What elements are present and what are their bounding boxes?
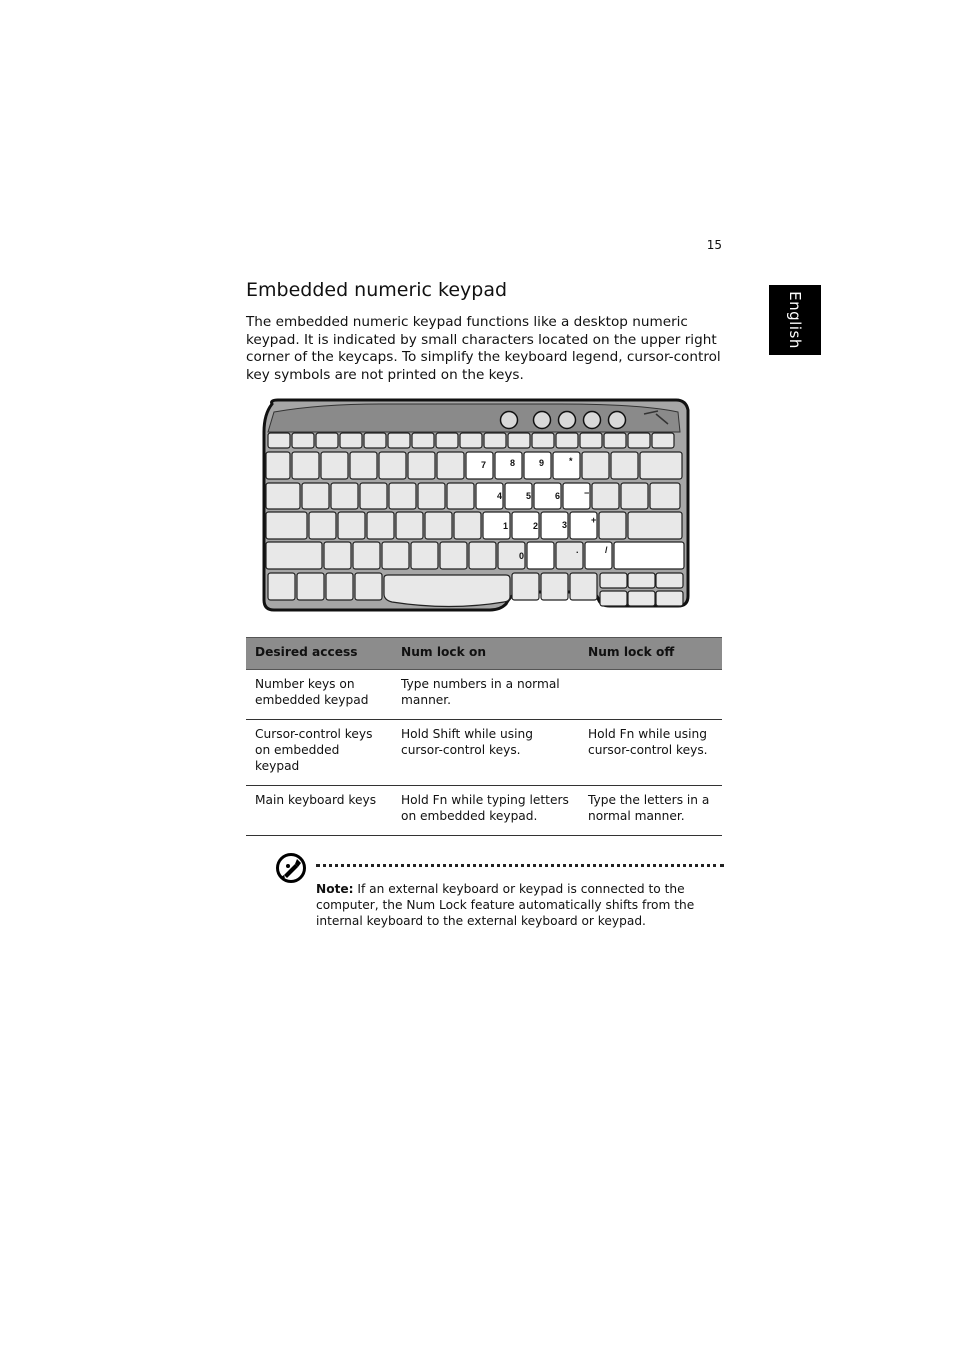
keyboard-key bbox=[309, 512, 336, 539]
keypad-key bbox=[553, 452, 580, 479]
keyboard-key bbox=[268, 573, 295, 600]
keyboard-key bbox=[331, 483, 358, 509]
keyboard-key bbox=[302, 483, 329, 509]
table-header-cell: Num lock off bbox=[579, 638, 722, 670]
keypad-legend: − bbox=[584, 488, 590, 498]
keyboard-key bbox=[437, 452, 464, 479]
keypad-key bbox=[524, 452, 551, 479]
keyboard-key bbox=[592, 483, 619, 509]
keyboard-key bbox=[656, 573, 683, 588]
language-tab bbox=[769, 285, 821, 355]
keyboard-key bbox=[604, 433, 626, 448]
table-header-row bbox=[246, 638, 722, 670]
keyboard-key bbox=[508, 433, 530, 448]
keyboard-key bbox=[266, 542, 322, 569]
keyboard-key bbox=[582, 452, 609, 479]
keypad-key bbox=[585, 542, 612, 569]
table-row bbox=[246, 786, 722, 836]
table-header-cell: Num lock on bbox=[392, 638, 579, 670]
keyboard-key bbox=[541, 573, 568, 600]
keyboard-key bbox=[364, 433, 386, 448]
keyboard-key bbox=[382, 542, 409, 569]
keypad-legend: 7 bbox=[481, 460, 487, 470]
spacebar-key bbox=[384, 575, 510, 607]
keyboard-illustration bbox=[260, 396, 692, 614]
keyboard-key bbox=[324, 542, 351, 569]
keyboard-key bbox=[389, 483, 416, 509]
keypad-legend: 1 bbox=[503, 521, 509, 531]
keyboard-key bbox=[556, 433, 578, 448]
keyboard-key bbox=[512, 573, 539, 600]
keypad-key bbox=[466, 452, 493, 479]
keypad-legend: 2 bbox=[533, 521, 539, 531]
keyboard-key bbox=[611, 452, 638, 479]
keyboard-key bbox=[570, 573, 597, 600]
keyboard-key bbox=[650, 483, 680, 509]
table-cell: Cursor-control keys on embedded keypad bbox=[246, 720, 392, 786]
keypad-legend: * bbox=[569, 456, 573, 466]
keyboard-svg bbox=[260, 396, 692, 614]
keyboard-key bbox=[556, 542, 583, 569]
table-cell: Type numbers in a normal manner. bbox=[392, 670, 579, 720]
keyboard-key bbox=[388, 433, 410, 448]
keyboard-key bbox=[266, 452, 290, 479]
table-cell bbox=[579, 670, 722, 720]
keyboard-key bbox=[656, 591, 683, 606]
keyboard-key bbox=[628, 591, 655, 606]
section-title: Embedded numeric keypad bbox=[246, 279, 508, 301]
keyboard-key bbox=[408, 452, 435, 479]
table-cell: Hold Fn while using cursor-control keys. bbox=[579, 720, 722, 786]
table-header-cell: Desired access bbox=[246, 638, 392, 670]
keypad-legend: 5 bbox=[526, 491, 532, 501]
note-separator bbox=[316, 864, 724, 867]
keyboard-key bbox=[292, 452, 319, 479]
table-cell: Main keyboard keys bbox=[246, 786, 392, 836]
access-table bbox=[246, 637, 722, 836]
keyboard-key bbox=[268, 433, 290, 448]
table-cell: Type the letters in a normal manner. bbox=[579, 786, 722, 836]
keyboard-key bbox=[532, 433, 554, 448]
keypad-legend: 3 bbox=[562, 520, 568, 530]
keyboard-key bbox=[326, 573, 353, 600]
keyboard-key bbox=[266, 512, 307, 539]
keyboard-key bbox=[440, 542, 467, 569]
keyboard-key bbox=[447, 483, 474, 509]
keyboard-key bbox=[454, 512, 481, 539]
keyboard-key bbox=[350, 452, 377, 479]
keyboard-key bbox=[652, 433, 674, 448]
table-cell: Hold Fn while typing letters on embedded keypad. bbox=[392, 786, 579, 836]
keyboard-key bbox=[355, 573, 382, 600]
table-row bbox=[246, 670, 722, 720]
keypad-key bbox=[527, 542, 554, 569]
keyboard-key bbox=[412, 433, 434, 448]
keyboard-key bbox=[266, 483, 300, 509]
keyboard-key bbox=[469, 542, 496, 569]
table-cell: Number keys on embedded keypad bbox=[246, 670, 392, 720]
keyboard-key bbox=[640, 452, 682, 479]
table-row bbox=[246, 720, 722, 786]
keyboard-key bbox=[340, 433, 362, 448]
keyboard-key bbox=[600, 573, 627, 588]
keyboard-key bbox=[628, 512, 682, 539]
keypad-legend: / bbox=[605, 545, 608, 555]
keyboard-key bbox=[436, 433, 458, 448]
keyboard-key bbox=[600, 591, 627, 606]
keypad-legend: + bbox=[591, 515, 597, 525]
keyboard-key bbox=[297, 573, 324, 600]
intro-paragraph: The embedded numeric keypad functions like a desktop numeric keypad. It is indicated by small characters located on the upper right corner of the keycaps. To simplify the keyboard legend, cursor-control key symbols are not printed on the keys. bbox=[246, 314, 721, 383]
keypad-legend: 8 bbox=[510, 458, 516, 468]
keyboard-key bbox=[396, 512, 423, 539]
note-text bbox=[316, 881, 716, 929]
keypad-legend: 6 bbox=[555, 491, 561, 501]
keyboard-key bbox=[628, 573, 655, 588]
keypad-legend: 0 bbox=[519, 551, 525, 561]
keyboard-key bbox=[425, 512, 452, 539]
keyboard-key bbox=[338, 512, 365, 539]
page-number: 15 bbox=[706, 238, 722, 252]
keyboard-key bbox=[316, 433, 338, 448]
table-cell: Hold Shift while using cursor-control keys. bbox=[392, 720, 579, 786]
note-label: Note: bbox=[316, 882, 354, 896]
note-body: If an external keyboard or keypad is connected to the computer, the Num Lock feature automatically shifts from the internal keyboard to the external keyboard or keypad. bbox=[316, 882, 695, 928]
keyboard-key bbox=[292, 433, 314, 448]
keyboard-key bbox=[379, 452, 406, 479]
language-tab-label: English bbox=[786, 291, 805, 349]
keypad-key bbox=[495, 452, 522, 479]
keyboard-key bbox=[353, 542, 380, 569]
keyboard-key bbox=[460, 433, 482, 448]
note-pen-icon bbox=[275, 852, 307, 884]
keyboard-key bbox=[621, 483, 648, 509]
keypad-legend: 9 bbox=[539, 458, 545, 468]
keyboard-key bbox=[360, 483, 387, 509]
keyboard-key bbox=[411, 542, 438, 569]
keyboard-key bbox=[628, 433, 650, 448]
keyboard-key bbox=[367, 512, 394, 539]
keyboard-key bbox=[321, 452, 348, 479]
keyboard-key bbox=[418, 483, 445, 509]
keyboard-key bbox=[484, 433, 506, 448]
keyboard-key bbox=[599, 512, 626, 539]
keyboard-key bbox=[580, 433, 602, 448]
keypad-legend: . bbox=[576, 545, 579, 555]
keypad-legend: 4 bbox=[497, 491, 503, 501]
keypad-key bbox=[614, 542, 684, 569]
